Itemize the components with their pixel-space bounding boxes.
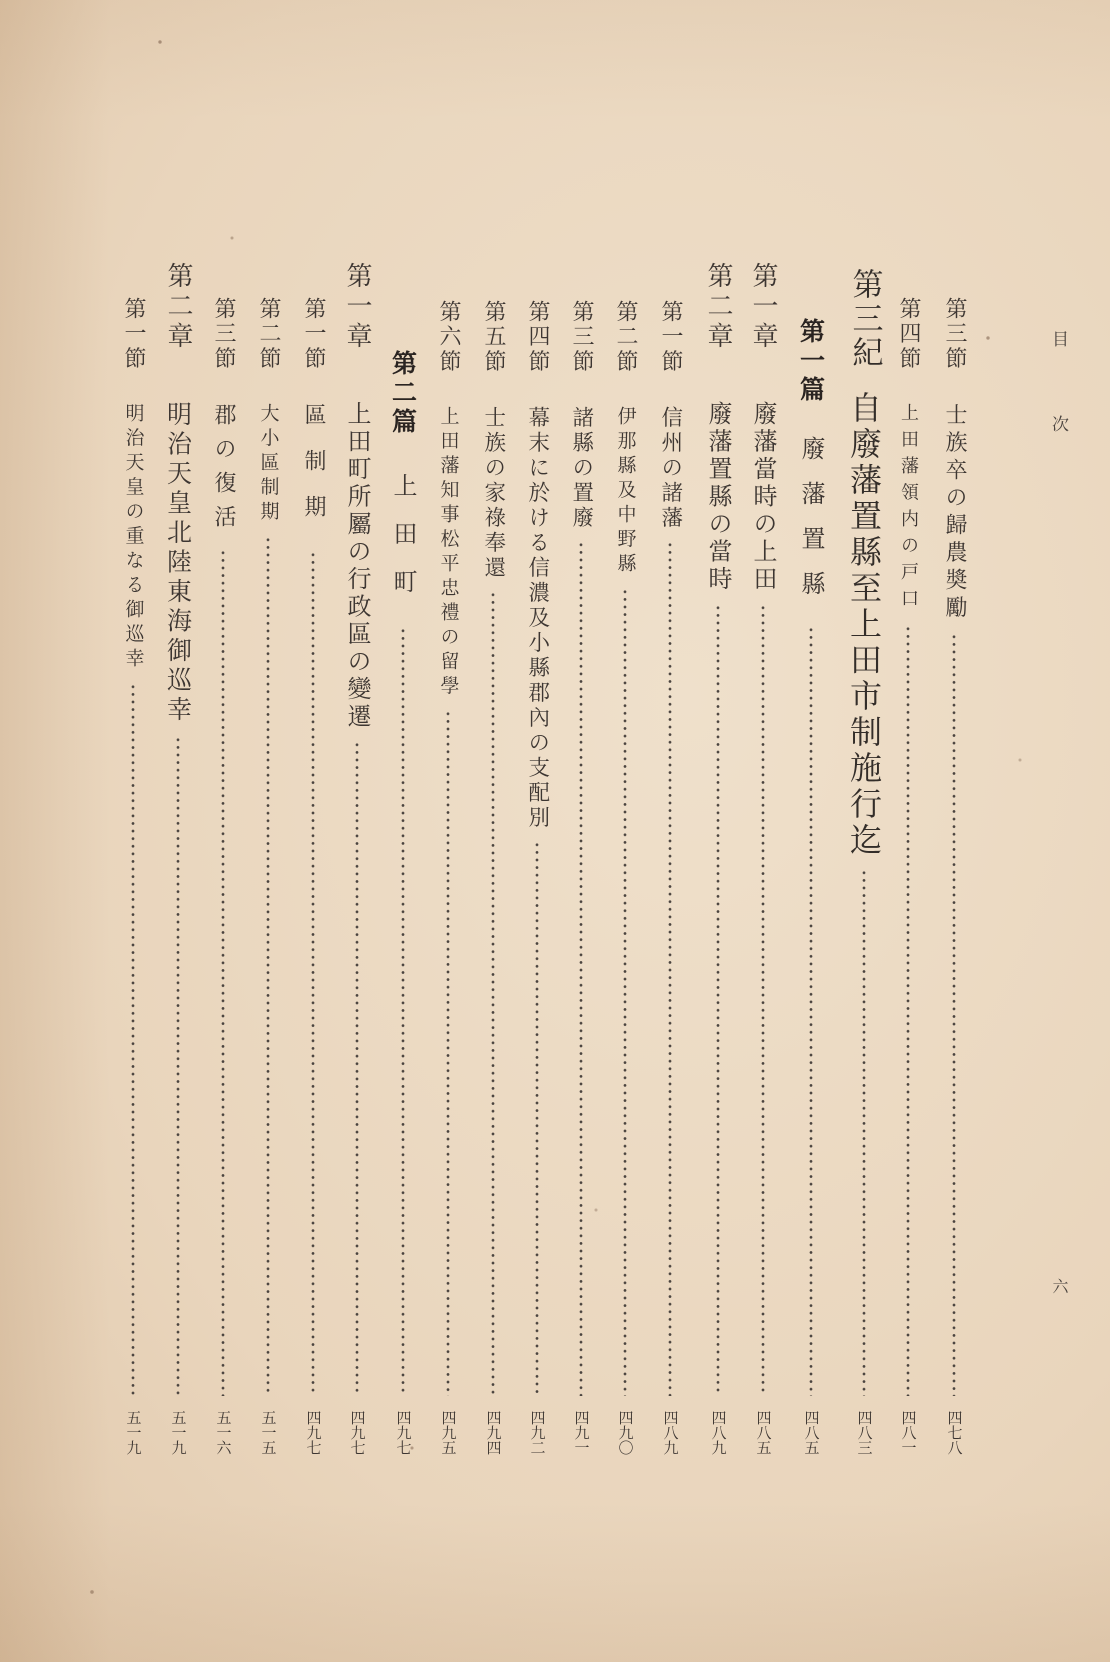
dot-leader (311, 551, 315, 1396)
toc-entry-title: 自廢藩置縣至上田市制施行迄 (845, 391, 883, 859)
toc-entry-title: 區制期 (301, 403, 326, 542)
dot-leader (535, 841, 539, 1396)
dot-leader (623, 588, 627, 1396)
toc-entry-page: 四八三 (855, 1410, 874, 1455)
dot-leader (761, 604, 765, 1397)
toc-entry-title: 廢藩當時の上田 (749, 401, 777, 594)
toc-entry-label: 第二節 (256, 297, 281, 372)
toc-entry (791, 318, 831, 1455)
dot-leader (401, 627, 405, 1396)
toc-entry-label: 第一節 (301, 297, 326, 372)
toc-entry-label: 第二篇 (388, 350, 418, 437)
toc-entry-page: 四八五 (754, 1410, 773, 1455)
toc-entry-label: 第四節 (896, 297, 921, 372)
toc-entry-title: 上田藩領内の戸口 (898, 403, 919, 616)
toc-entry-page: 四九七 (304, 1410, 323, 1455)
toc-entry-label: 第二章 (703, 262, 733, 352)
toc-entry (888, 297, 928, 1455)
toc-entry (113, 297, 153, 1455)
dot-leader (809, 626, 813, 1396)
toc-entry-page: 四九二 (528, 1410, 547, 1455)
dot-leader (491, 591, 495, 1396)
dot-leader (446, 710, 450, 1396)
toc-entry-title: 上田藩知事松平忠禮の留學 (437, 406, 460, 701)
toc-entry-title: 上田町所屬の行政區の變遷 (343, 401, 371, 731)
toc-entry-label: 第六節 (436, 300, 461, 375)
toc-entry-title: 上田町 (389, 473, 417, 617)
toc-entry (428, 300, 468, 1455)
toc-entry (561, 300, 601, 1455)
toc-entry (840, 268, 888, 1455)
toc-entry-label: 第四節 (525, 300, 550, 375)
toc-entry-label: 第三節 (569, 300, 594, 375)
dot-leader (862, 869, 866, 1396)
toc-entry-page: 五一六 (214, 1410, 233, 1455)
toc-entry-label: 第一節 (658, 300, 683, 375)
toc-entry-page: 四八五 (802, 1410, 821, 1455)
dot-leader (266, 536, 270, 1396)
toc-entry-label: 第五節 (481, 300, 506, 375)
toc-entry-page: 五一九 (169, 1410, 188, 1455)
toc-entry-page: 五一五 (259, 1410, 278, 1455)
page-number: 六 (1050, 1278, 1069, 1294)
toc-entry-page: 四九〇 (616, 1410, 635, 1455)
toc-entry-page: 四七八 (945, 1410, 964, 1455)
toc-entry-title: 幕末に於ける信濃及小縣郡內の支配別 (524, 406, 550, 832)
toc-entry-page: 四九一 (572, 1410, 591, 1455)
toc-entry (517, 300, 557, 1455)
toc-entry (203, 297, 243, 1455)
running-head: 目次 (1048, 330, 1068, 500)
toc-entry-title: 大小區制期 (257, 403, 280, 526)
toc-entry (934, 297, 974, 1455)
toc-entry-title: 士族の家祿奉還 (480, 406, 506, 582)
dot-leader (221, 549, 225, 1396)
dot-leader (176, 736, 180, 1397)
toc-entry (650, 300, 690, 1455)
dot-leader (668, 541, 672, 1396)
toc-entry-title: 諸縣の置廢 (568, 406, 594, 532)
toc-entry (383, 350, 423, 1455)
toc-entry (158, 262, 198, 1455)
toc-entry-label: 第一節 (121, 297, 146, 372)
toc-entry-page: 五一九 (124, 1410, 143, 1455)
dot-leader (579, 541, 583, 1396)
toc-entry-title: 伊那縣及中野縣 (614, 406, 637, 578)
toc-entry (248, 297, 288, 1455)
toc-entry (743, 262, 783, 1455)
dot-leader (906, 625, 910, 1396)
toc-entry-label: 第三紀 (846, 268, 883, 370)
toc-entry-title: 明治天皇の重なる御巡幸 (122, 403, 145, 673)
toc-entry-label: 第二節 (613, 300, 638, 375)
toc-entry-page: 四八九 (661, 1410, 680, 1455)
toc-entry-label: 第二章 (163, 262, 193, 352)
dot-leader (952, 633, 956, 1396)
dot-leader (131, 683, 135, 1396)
toc-entry-page: 四八九 (709, 1410, 728, 1455)
toc-entry-page: 四九四 (484, 1410, 503, 1455)
toc-entry-label: 第一篇 (796, 318, 826, 405)
toc-entry-label: 第三節 (942, 297, 967, 372)
dot-leader (716, 604, 720, 1397)
toc-entry-page: 四九七 (348, 1410, 367, 1455)
toc-entry-page: 四八一 (899, 1410, 918, 1455)
toc-entry (473, 300, 513, 1455)
toc-entry-title: 士族卒の歸農奬勵 (942, 403, 967, 624)
toc-entry-title: 明治天皇北陸東海御巡幸 (163, 401, 193, 726)
toc-entry-label: 第三節 (211, 297, 236, 372)
toc-entry-page: 四九七 (394, 1410, 413, 1455)
toc-entry-title: 廢藩置縣の當時 (704, 401, 732, 594)
toc-entry-title: 廢藩置縣 (797, 436, 825, 616)
toc-entry-label: 第一章 (748, 262, 778, 352)
toc-entry (605, 300, 645, 1455)
toc-entry-title: 郡の復活 (211, 403, 236, 540)
toc-entry (698, 262, 738, 1455)
toc-entry-label: 第一章 (342, 262, 372, 352)
toc-entry-title: 信州の諸藩 (657, 406, 683, 532)
dot-leader (355, 741, 359, 1396)
toc-entry-page: 四九五 (439, 1410, 458, 1455)
toc-entry (293, 297, 333, 1455)
toc-entry (337, 262, 377, 1455)
